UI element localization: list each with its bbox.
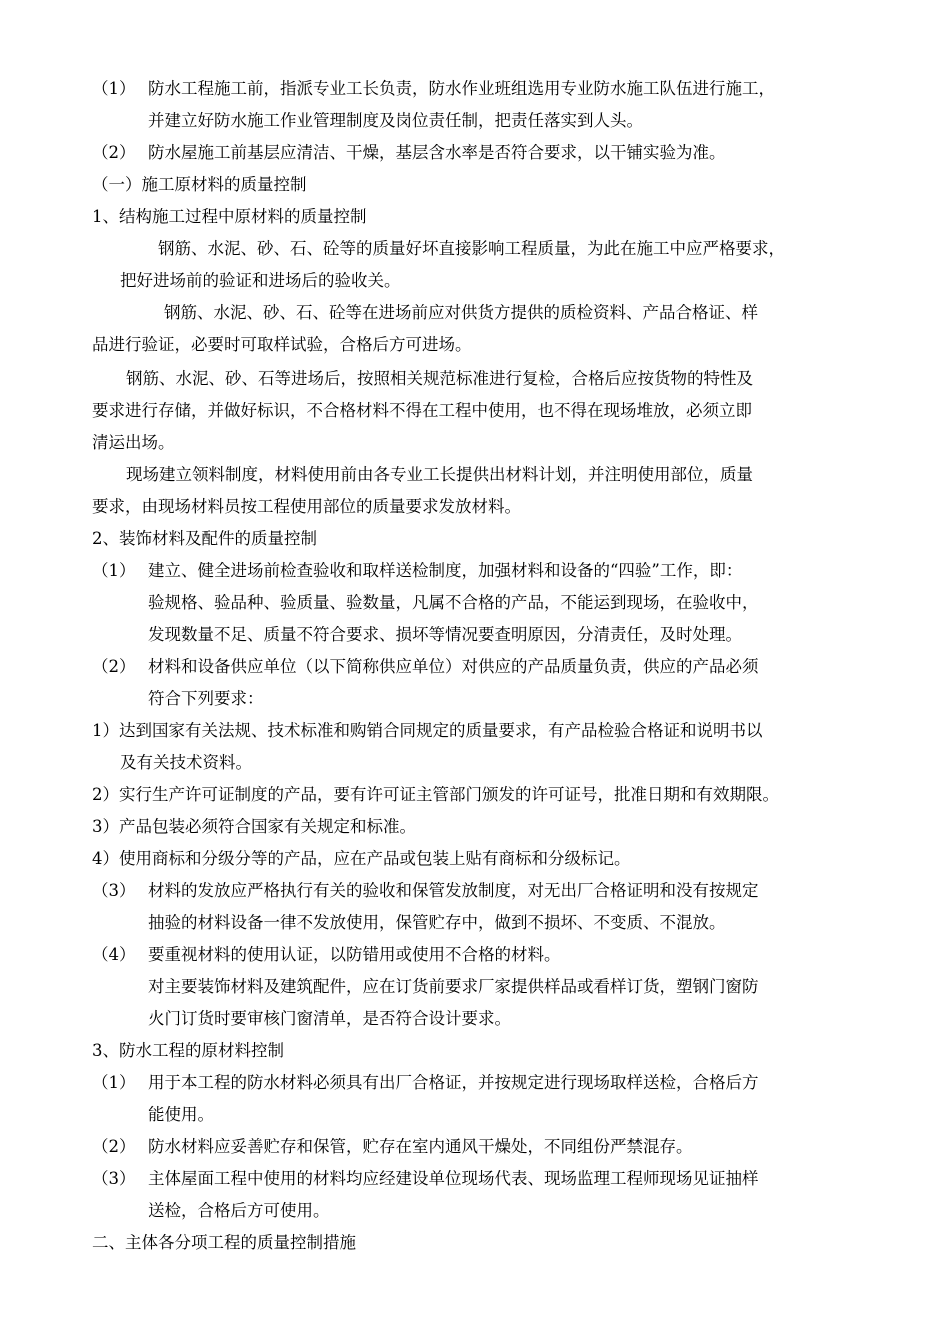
subsection-heading: 2、装饰材料及配件的质量控制 [92,529,317,548]
text-line: 发现数量不足、质量不符合要求、损坏等情况要查明原因，分清责任，及时处理。 [148,625,742,644]
subsection-heading: 1、结构施工过程中原材料的质量控制 [92,207,367,226]
list-number: （2） [92,1137,136,1156]
text-line: 现场建立领料制度，材料使用前由各专业工长提供出材料计划，并注明使用部位，质量 [126,465,753,484]
text-line: 主体屋面工程中使用的材料均应经建设单位现场代表、现场监理工程师现场见证抽样 [148,1169,759,1188]
text-line: 钢筋、水泥、砂、石、砼等在进场前应对供货方提供的质检资料、产品合格证、样 [164,303,758,322]
text-line: 及有关技术资料。 [120,753,252,772]
list-number: （3） [92,881,136,900]
text-line: 材料和设备供应单位（以下简称供应单位）对供应的产品质量负责，供应的产品必须 [148,657,759,676]
text-line: 1）达到国家有关法规、技术标准和购销合同规定的质量要求，有产品检验合格证和说明书以 [92,721,763,740]
text-line: 防水材料应妥善贮存和保管，贮存在室内通风干燥处，不同组份严禁混存。 [148,1137,693,1156]
section-heading: （一）施工原材料的质量控制 [92,175,307,194]
text-line: 对主要装饰材料及建筑配件，应在订货前要求厂家提供样品或看样订货，塑钢门窗防 [148,977,759,996]
text-line: 符合下列要求： [148,689,264,708]
text-line: 把好进场前的验证和进场后的验收关。 [120,271,401,290]
list-number: （4） [92,945,136,964]
text-line: 要重视材料的使用认证，以防错用或使用不合格的材料。 [148,945,561,964]
text-line: 抽验的材料设备一律不发放使用，保管贮存中，做到不损坏、不变质、不混放。 [148,913,726,932]
text-line: 验规格、验品种、验质量、验数量，凡属不合格的产品，不能运到现场，在验收中， [148,593,759,612]
text-line: 3）产品包装必须符合国家有关规定和标准。 [92,817,416,836]
text-line: 建立、健全进场前检查验收和取样送检制度，加强材料和设备的“四验”工作，即： [148,561,743,580]
list-number: （1） [92,1073,136,1092]
text-line: 材料的发放应严格执行有关的验收和保管发放制度，对无出厂合格证明和没有按规定 [148,881,759,900]
text-line: 能使用。 [148,1105,214,1124]
text-line: 2）实行生产许可证制度的产品，要有许可证主管部门颁发的许可证号，批准日期和有效期限。 [92,785,779,804]
text-line: 并建立好防水施工作业管理制度及岗位责任制，把责任落实到人头。 [148,111,643,130]
text-line: 送检，合格后方可使用。 [148,1201,330,1220]
list-number: （2） [92,143,136,162]
text-line: 防水工程施工前，指派专业工长负责，防水作业班组选用专业防水施工队伍进行施工， [148,79,775,98]
text-line: 品进行验证，必要时可取样试验，合格后方可进场。 [92,335,472,354]
list-number: （1） [92,561,136,580]
text-line: 4）使用商标和分级分等的产品，应在产品或包装上贴有商标和分级标记。 [92,849,631,868]
text-line: 用于本工程的防水材料必须具有出厂合格证，并按规定进行现场取样送检，合格后方 [148,1073,759,1092]
text-line: 要求，由现场材料员按工程使用部位的质量要求发放材料。 [92,497,521,516]
section-heading: 二、主体各分项工程的质量控制措施 [92,1233,356,1252]
text-line: 要求进行存储，并做好标识，不合格材料不得在工程中使用，也不得在现场堆放，必须立即 [92,401,752,420]
text-line: 钢筋、水泥、砂、石、砼等的质量好坏直接影响工程质量，为此在施工中应严格要求， [158,239,785,258]
text-line: 火门订货时要审核门窗清单，是否符合设计要求。 [148,1009,511,1028]
list-number: （3） [92,1169,136,1188]
text-line: 钢筋、水泥、砂、石等进场后，按照相关规范标准进行复检，合格后应按货物的特性及 [126,369,753,388]
text-line: 清运出场。 [92,433,175,452]
subsection-heading: 3、防水工程的原材料控制 [92,1041,284,1060]
text-line: 防水屋施工前基层应清洁、干燥，基层含水率是否符合要求，以干铺实验为准。 [148,143,726,162]
list-number: （1） [92,79,136,98]
list-number: （2） [92,657,136,676]
